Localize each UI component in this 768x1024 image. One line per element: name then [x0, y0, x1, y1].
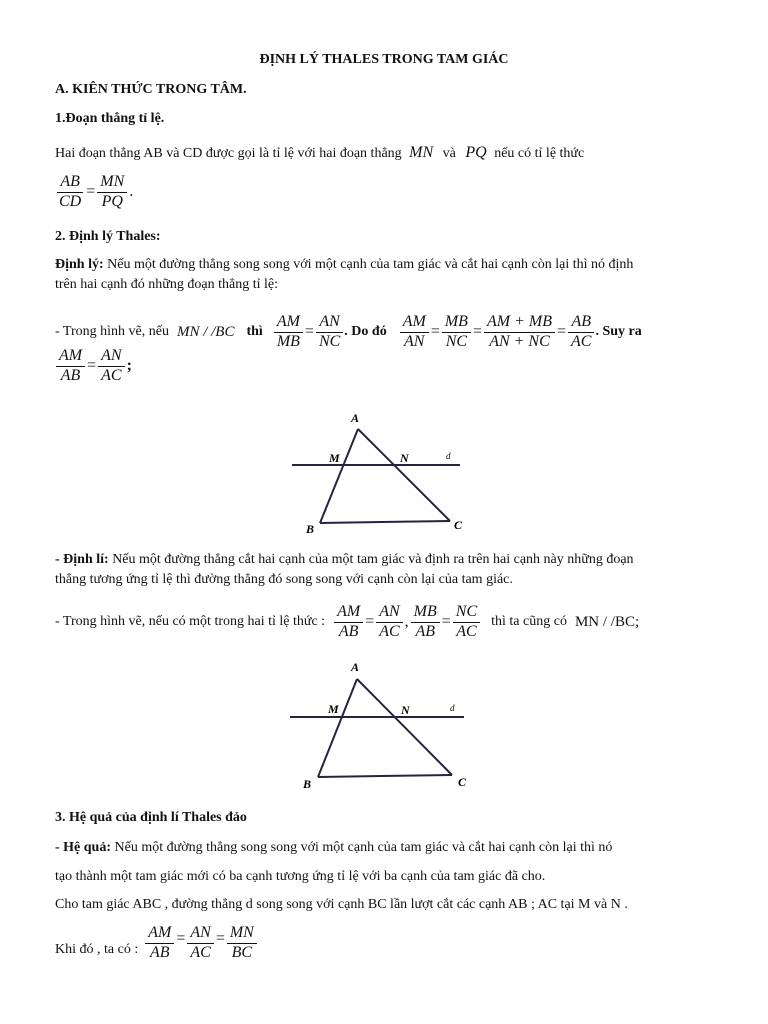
khi-do-text: Khi đó , ta có :: [55, 942, 139, 957]
fraction-ab-ac: $\frac{AB}{AC}$: [568, 314, 594, 351]
label-a-2: A: [351, 660, 360, 674]
label-d: d: [446, 451, 451, 461]
definition-line: [55, 144, 584, 162]
fraction-sum: $\frac{AM + MB}{AN + NC}$: [484, 314, 555, 351]
fraction-mn-bc: $\frac{MN}{BC}$: [227, 925, 257, 962]
converse-suffix: thì ta cũng có: [491, 614, 567, 629]
converse-line-2: thẳng tương ứng tỉ lệ thì đường thẳng đó song song với cạnh còn lại của tam giác.: [55, 572, 513, 587]
side-bc-2: [318, 775, 452, 777]
fraction-an-ac: $\frac{AN}{AC}$: [98, 348, 124, 385]
side-ac: [358, 429, 450, 521]
converse-formula-line: - Trong hình vẽ, nếu có một trong hai tỉ lệ thức : $\frac{AM}{AB}$ = $\frac{AN}{AC}$ , $\frac{MB}{AB}$ = $\frac{NC}{AC}$ thì ta cũng có MN / /BC;: [55, 602, 640, 640]
conclusion-formula: $\frac{AM}{AB}$ = $\frac{AN}{AC}$ ;: [55, 348, 133, 385]
fraction-mb-ab: $\frac{MB}{AB}$: [411, 604, 440, 641]
segment-mn: MN: [409, 144, 434, 161]
therefore-word: . Do đó: [344, 324, 387, 339]
label-a: A: [351, 411, 360, 425]
fraction-an-ac-2: $\frac{AN}{AC}$: [376, 604, 402, 641]
side-ac-2: [357, 679, 452, 775]
corollary-text-1: Nếu một đường thẳng song song với một cạnh của tam giác và cắt hai cạnh còn lại thì nó: [111, 840, 613, 855]
triangle-figure-1: [280, 405, 480, 540]
corollary-line-3: Cho tam giác ABC , đường thẳng d song song với cạnh BC lần lượt cắt các cạnh AB ; AC tại M và N .: [55, 897, 628, 912]
formula-prefix: - Trong hình vẽ, nếu: [55, 324, 169, 339]
side-bc: [320, 521, 450, 523]
theorem-line-2: trên hai cạnh đó những đoạn thẳng tỉ lệ:: [55, 277, 278, 292]
label-m: M: [329, 451, 340, 465]
fraction-am-ab-3: $\frac{AM}{AB}$: [145, 925, 174, 962]
conjunction-va: và: [442, 146, 456, 161]
label-m-2: M: [328, 702, 339, 716]
then-word: thì: [246, 324, 263, 339]
segment-pq: PQ: [465, 144, 487, 161]
theorem-label: Định lý:: [55, 257, 104, 272]
definition-text-after: nếu có tỉ lệ thức: [494, 146, 585, 161]
fraction-am-an: $\frac{AM}{AN}$: [400, 314, 429, 351]
label-b-2: B: [303, 777, 312, 791]
converse-label: - Định lí:: [55, 552, 109, 567]
converse-result: MN / /BC;: [574, 613, 640, 630]
fraction-nc-ac: $\frac{NC}{AC}$: [453, 604, 480, 641]
converse-text-1: Nếu một đường thẳng cắt hai cạnh của một tam giác và định ra trên hai cạnh này những đoạn: [108, 552, 634, 567]
definition-text: Hai đoạn thẳng AB và CD được gọi là tỉ lệ với hai đoạn thẳng: [55, 146, 402, 161]
label-n: N: [400, 451, 409, 465]
fraction-am-mb: $\frac{AM}{MB}$: [274, 314, 303, 351]
parallel-mn-bc: MN / /BC: [176, 323, 235, 340]
corollary-line-1: [55, 840, 612, 856]
fraction-an-nc: $\frac{AN}{NC}$: [316, 314, 343, 351]
triangle-figure-2: [280, 655, 480, 795]
section-3-heading: 3. Hệ quả của định lí Thales đảo: [55, 810, 247, 825]
section-a-heading: A. KIÊN THỨC TRONG TÂM.: [55, 82, 247, 97]
theorem-line-1: [55, 257, 633, 273]
corollary-formula-line: Khi đó , ta có : $\frac{AM}{AB}$ = $\frac{AN}{AC}$ = $\frac{MN}{BC}$: [55, 916, 258, 962]
theorem-text-1: Nếu một đường thẳng song song với một cạnh của tam giác và cắt hai cạnh còn lại thì nó định: [103, 257, 634, 272]
fraction-mn-pq: $\frac{MN}{PQ}$: [97, 174, 127, 211]
fraction-mb-nc: $\frac{MB}{NC}$: [442, 314, 471, 351]
label-n-2: N: [401, 703, 410, 717]
section-2-heading: 2. Định lý Thales:: [55, 229, 161, 244]
converse-prefix: - Trong hình vẽ, nếu có một trong hai tỉ lệ thức :: [55, 614, 326, 629]
proportion-formula: $\frac{AB}{CD}$ = $\frac{MN}{PQ}$ .: [55, 174, 134, 211]
section-1-heading: 1.Đoạn thẳng tỉ lệ.: [55, 111, 165, 126]
fraction-ab-cd: $\frac{AB}{CD}$: [59, 173, 82, 210]
fraction-an-ac-3: $\frac{AN}{AC}$: [187, 925, 213, 962]
corollary-line-2: tạo thành một tam giác mới có ba cạnh tương ứng tỉ lệ với ba cạnh của tam giác đã cho.: [55, 869, 546, 884]
converse-line-1: [55, 552, 634, 568]
corollary-label: - Hệ quả:: [55, 840, 111, 855]
side-ab: [320, 429, 358, 523]
fraction-am-ab-2: $\frac{AM}{AB}$: [334, 604, 363, 641]
theorem-formula-line: - Trong hình vẽ, nếu MN / /BC thì $\frac{AM}{MB}$ = $\frac{AN}{NC}$ . Do đó $\frac{AM}{AN}$ = $\frac{MB}{NC}$ = $\frac{AM + MB}{AN + NC}$ = $\frac{AB}{AC}$ . Suy ra: [55, 312, 642, 350]
label-d-2: d: [450, 703, 455, 713]
side-ab-2: [318, 679, 357, 777]
label-b: B: [306, 522, 315, 536]
hence-word: . Suy ra: [595, 324, 642, 339]
fraction-am-ab: $\frac{AM}{AB}$: [56, 348, 85, 385]
label-c: C: [454, 518, 463, 532]
page-title: ĐỊNH LÝ THALES TRONG TAM GIÁC: [259, 52, 509, 67]
label-c-2: C: [458, 775, 467, 789]
